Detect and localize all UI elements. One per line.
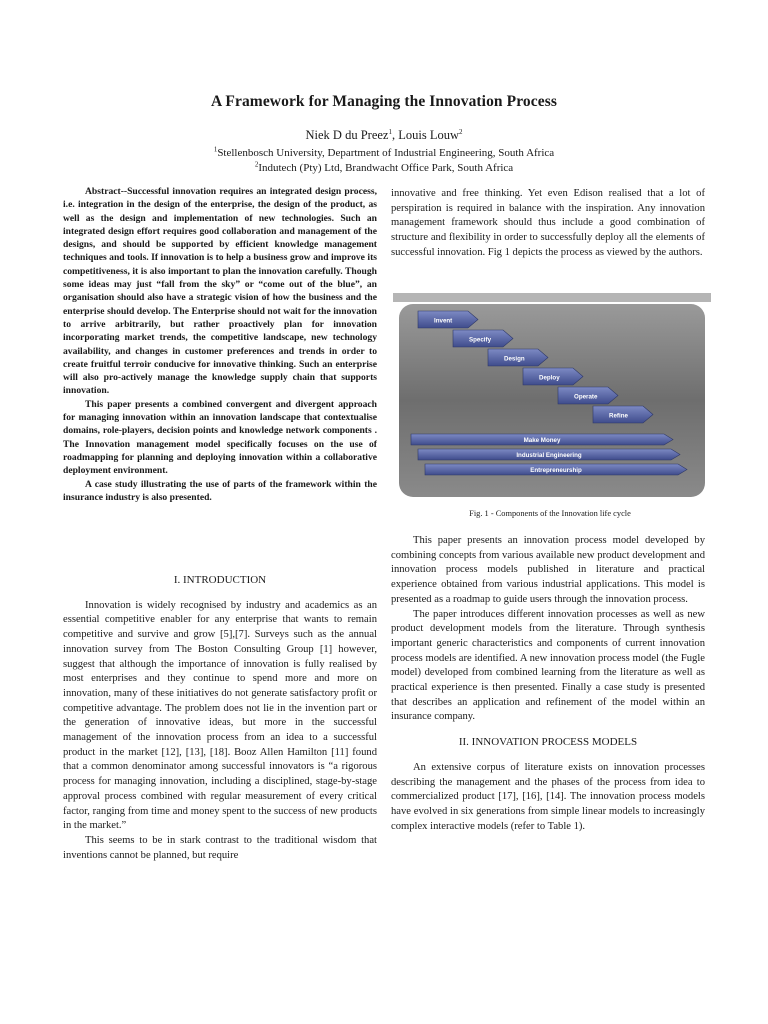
- step-label: Specify: [469, 336, 492, 344]
- author-1-sup: 1: [388, 127, 392, 136]
- affiliation-1-text: Stellenbosch University, Department of Industrial Engineering, South Africa: [217, 147, 555, 159]
- affiliation-2-sup: 2: [254, 160, 259, 169]
- affiliation-2-text: Indutech (Pty) Ltd, Brandwacht Office Park, South Africa: [258, 162, 514, 174]
- body-paragraph: This seems to be in stark contrast to the traditional wisdom that inventions cannot be planned, but require: [63, 834, 377, 861]
- step-label: Invent: [434, 317, 453, 325]
- abstract-paragraph: Abstract--Successful innovation requires an integrated design process, i.e. integration in the design of the enterprise, the design of the product, as well as the design and implementation of new technologies. Such an integrated design effort requires good collaboration and management of the designs, and should be supported by efficient knowledge management techniques and tools. If innovation is to help a business grow and improve its competitiveness, it is also important to plan the innovation carefully. Though some ideas may just “fall from the sky” or “come out of the blue”, an organisation should also have a strategic vision of how the business and the enterprise should develop. The Enterprise should not wait for the innovation to arrive arbitrarily, but rather proactively plan for innovation incorporating market trends, the competitive landscape, new technology availability, and changes in customer preferences and trends in order to create fruitful terroir conducive for innovative thinking. Such an enterprise will also pro-actively manage the knowledge supply chain that supports innovation.: [63, 186, 377, 397]
- paper-title: A Framework for Managing the Innovation Process: [211, 93, 557, 110]
- author-2: Louis Louw: [398, 128, 459, 142]
- author-2-sup: 2: [458, 127, 463, 136]
- step-arrow-refine: [593, 406, 653, 423]
- abstract-paragraph: A case study illustrating the use of parts of the framework within the insurance industry is also presented.: [63, 478, 377, 503]
- step-arrow-design: [488, 349, 548, 366]
- innovation-lifecycle-figure: [393, 293, 711, 501]
- figure-caption: Fig. 1 - Components of the Innovation life cycle: [469, 509, 631, 518]
- body-paragraph: The paper introduces different innovation processes as well as new product development models from the literature. Through synthesis important generic characteristics and components of current innovation process models are identified. A new innovation process model (the Fugle model) developed from combined learning from the literature as well as practical experience is then presented. Finally a case study is presented that describes an application and refinement of the model within an insurance company.: [391, 608, 705, 723]
- section-heading-models: II. INNOVATION PROCESS MODELS: [458, 736, 638, 749]
- affiliation-1: [0, 147, 768, 159]
- author-separator: ,: [391, 128, 399, 142]
- step-label: Design: [504, 355, 525, 363]
- author-line: [0, 128, 768, 143]
- introduction-section: [63, 563, 377, 863]
- abstract: [63, 185, 377, 504]
- band-label: Industrial Engineering: [516, 452, 582, 459]
- band-bar-entrepreneurship: [425, 464, 687, 475]
- step-arrow-operate: [558, 387, 618, 404]
- band-bars: [411, 434, 687, 475]
- abstract-paragraph: This paper presents a combined convergent and divergent approach for managing innovation within an innovation landscape that contextualise domains, role-players, decision points and knowledge network components . The Innovation management model specifically focuses on the use of roadmapping for planning and deploying innovation within a collaborative deployment environment.: [63, 398, 377, 477]
- step-label: Deploy: [539, 374, 560, 382]
- band-label: Entrepreneurship: [530, 467, 582, 474]
- body-paragraph: An extensive corpus of literature exists on innovation processes describing the management and the phases of the process from idea to commercialized product [17], [16], [14]. The innovation process models have evolved in six generations from simple linear models to increasingly complex interactive models (refer to Table 1).: [391, 761, 705, 832]
- figure-top-strip: [393, 293, 711, 302]
- affiliation-1-sup: 1: [213, 145, 218, 154]
- section-heading-introduction: I. INTRODUCTION: [173, 574, 267, 586]
- body-paragraph: innovative and free thinking. Yet even Edison realised that a lot of perspiration is required in balance with the inspiration. Any innovation management framework should thus include a good combination of structure and flexibility in order to successfully deploy all the elements of successful innovation. Fig 1 depicts the process as viewed by the authors.: [391, 188, 705, 258]
- step-arrow-invent: [418, 311, 478, 328]
- step-label: Refine: [609, 412, 628, 420]
- body-paragraph: This paper presents an innovation process model developed by combining concepts from various available new product development and innovation process models published in literature and practical experience obtained from various industrial applications. This model is presented as a roadmap to guide users through the innovation process.: [391, 535, 705, 605]
- band-label: Make Money: [523, 437, 561, 444]
- right-column-bottom: [391, 534, 705, 834]
- band-bar-make-money: [411, 434, 673, 445]
- author-1: Niek D du Preez: [305, 128, 389, 142]
- body-paragraph: Innovation is widely recognised by industry and academics as an essential competitive enabler for any enterprise that wants to remain competitive and survive and grow [5],[7]. Surveys such as the annual innovation survey from The Boston Consulting Group [1] however, suggest that although the importance of innovation is fully realised by most enterprises and they continue to spend more and more on innovation, many of these initiatives do not generate satisfactory profit or competitive advantage. The problem does not lie in the invention part or the generation of innovative ideas, but more in the successful management of the innovation process from an idea to a successful product in the market [12], [13], [18]. Booz Allen Hamilton [11] found that a common denominator among successful innovators is “a rigorous process for managing innovation, including a disciplined, stage-by-stage approval process combined with regular measurement of every critical factor, ranging from time and money spent to the success of new products in the market.”: [63, 599, 377, 832]
- step-label: Operate: [574, 393, 598, 401]
- band-bar-industrial-engineering: [418, 449, 680, 460]
- step-arrow-deploy: [523, 368, 583, 385]
- step-arrow-specify: [453, 330, 513, 347]
- affiliation-2: [0, 162, 768, 174]
- right-column-top: [391, 187, 705, 261]
